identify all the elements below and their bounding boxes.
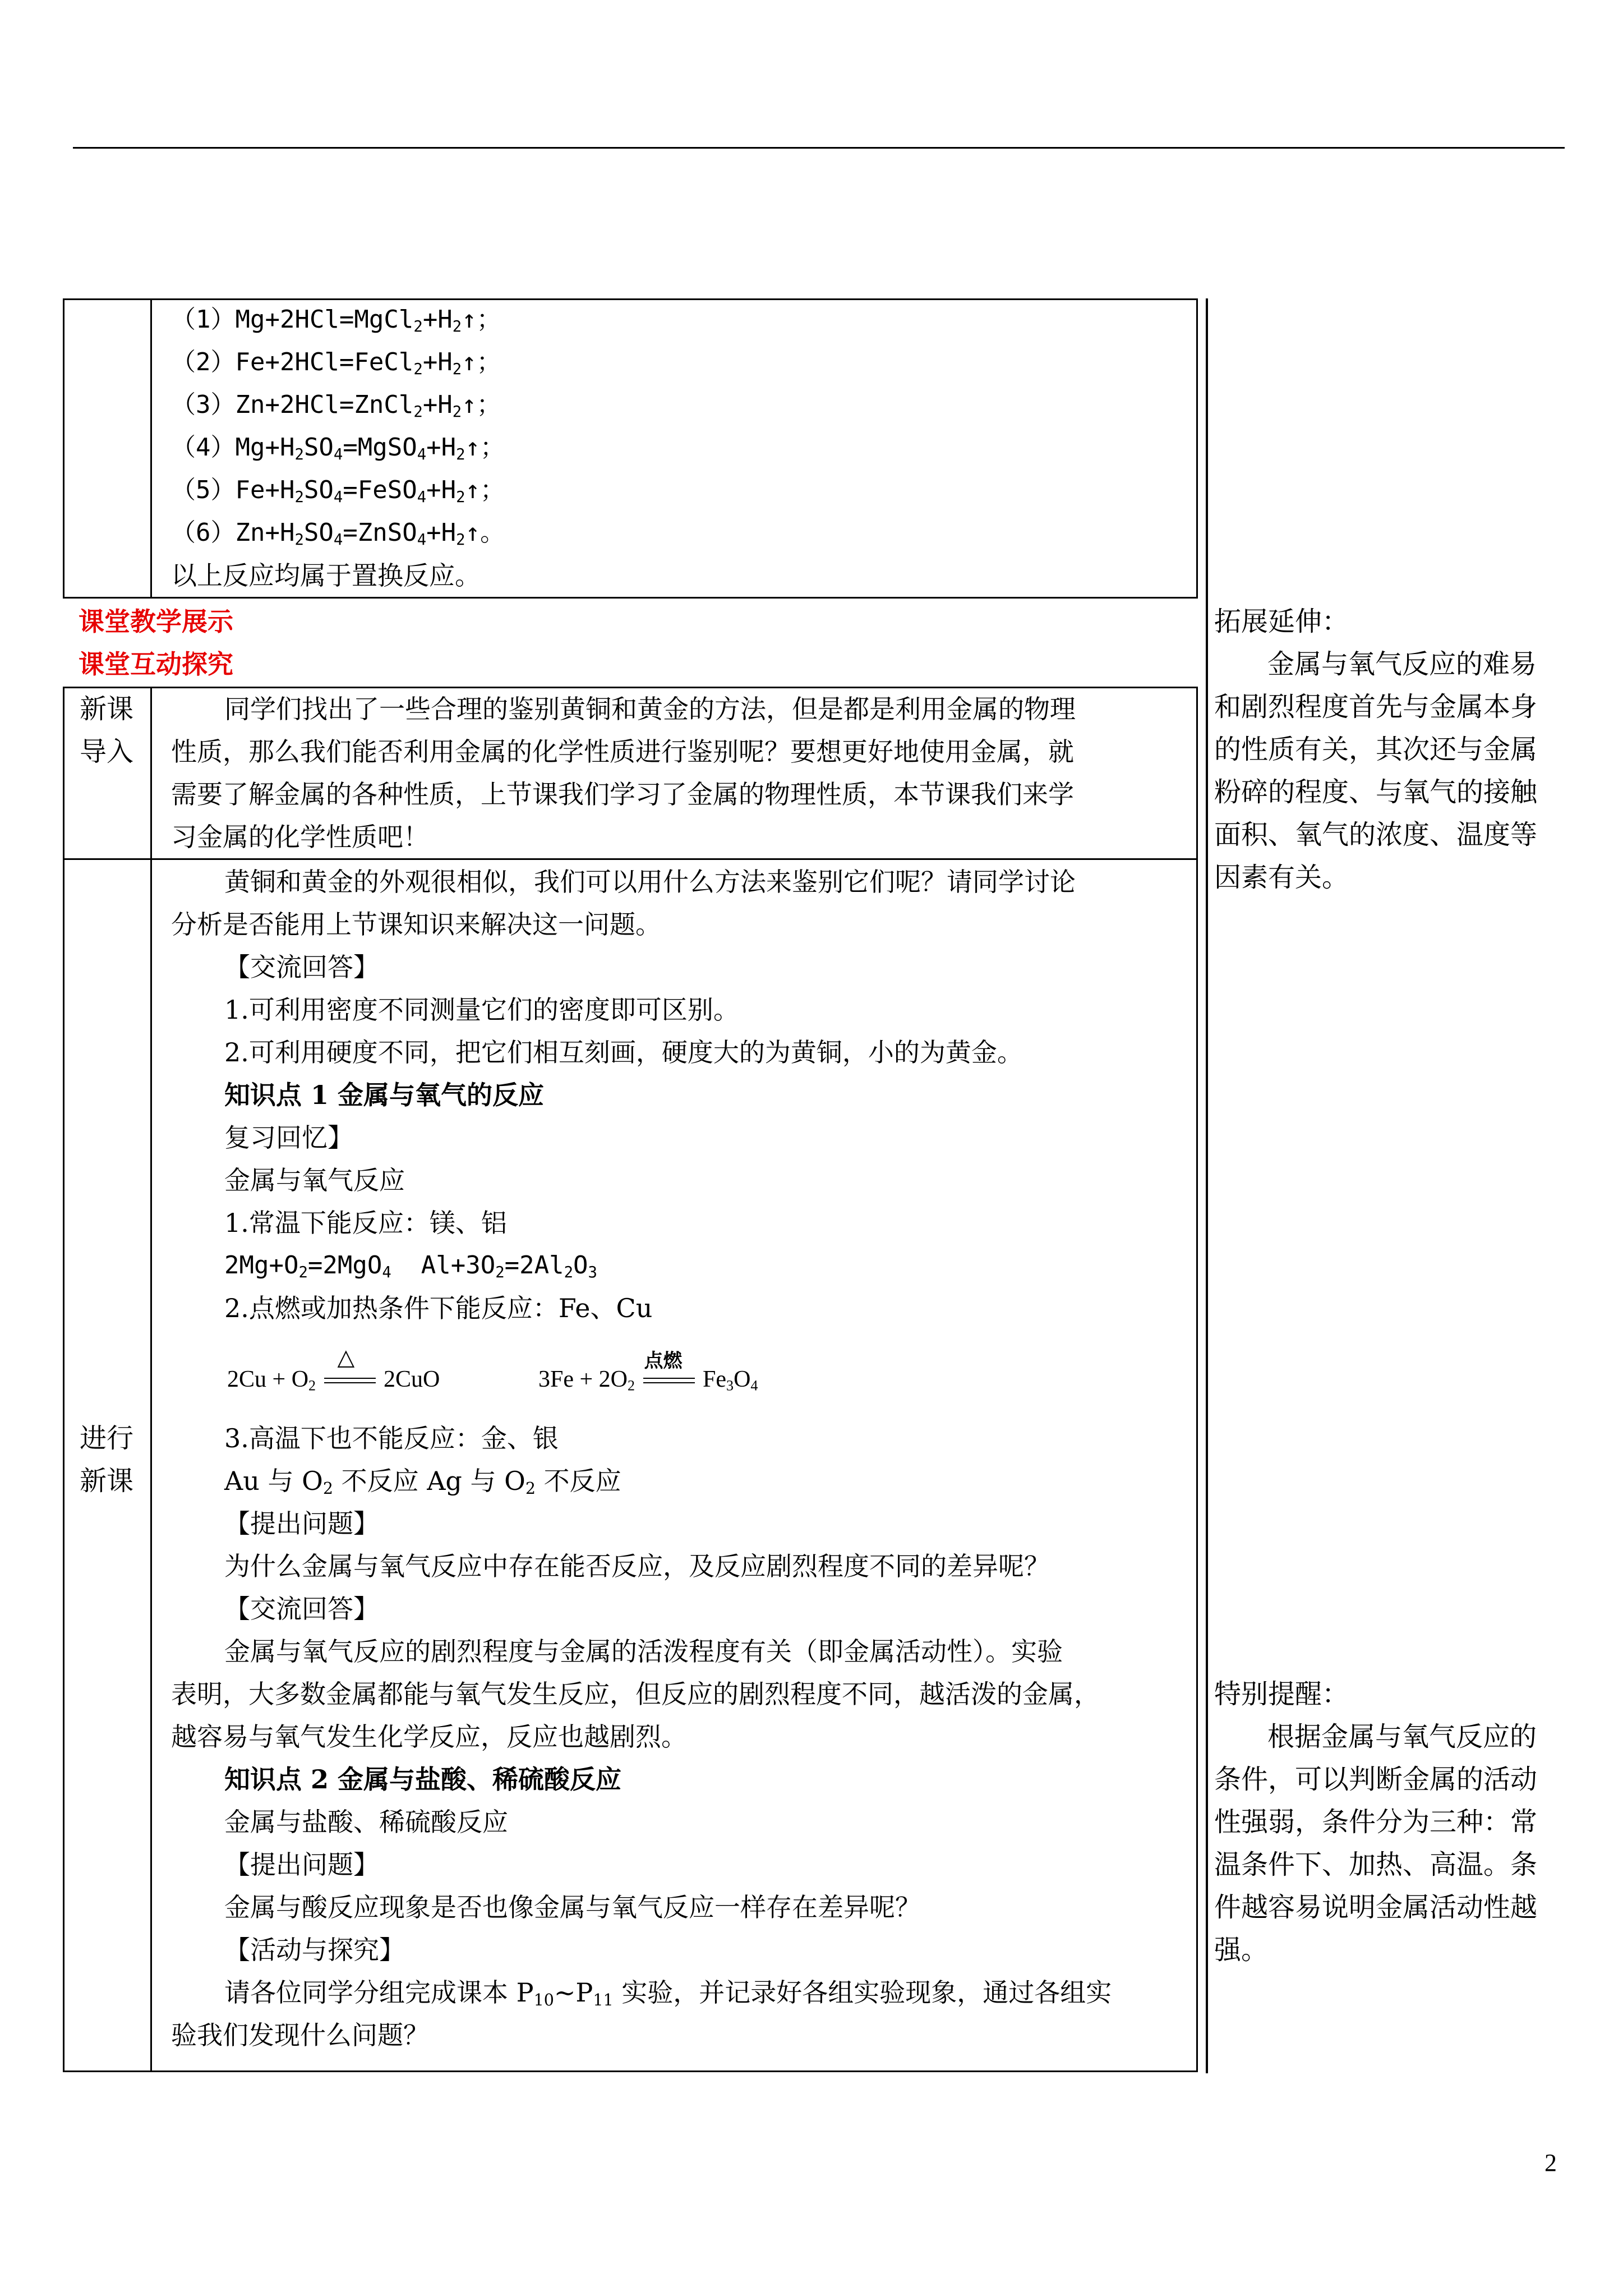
extension-line-2: 和剧烈程度首先与金属本身 xyxy=(1214,691,1538,723)
activity-tag: 【活动与探究】 xyxy=(224,1935,405,1965)
intro-line-1: 同学们找出了一些合理的鉴别黄铜和黄金的方法，但是都是利用金属的物理 xyxy=(224,694,1076,724)
new-intro-2: 分析是否能用上节课知识来解决这一问题。 xyxy=(171,909,661,940)
extension-line-4: 粉碎的程度、与氧气的接触 xyxy=(1214,776,1538,808)
knowledge-point-2: 知识点 2 金属与盐酸、稀硫酸反应 xyxy=(224,1764,622,1795)
extension-line-6: 因素有关。 xyxy=(1214,862,1349,893)
reminder-title: 特别提醒： xyxy=(1214,1678,1349,1710)
intro-line-3: 需要了解金属的各种性质，上节课我们学习了金属的物理性质，本节课我们来学 xyxy=(171,779,1074,809)
reaction-3: $(3)Zn+2HCl=ZnCl_2+H_2↑$； xyxy=(171,390,501,421)
reactions-summary: 以上反应均属于置换反应。 xyxy=(171,560,481,591)
activity-line-1: 请各位同学分组完成课本 $P_{10}\sim P_{11}$ 实验，并记录好各组实验现象，通过各组实 xyxy=(224,1977,1112,2010)
header-rule xyxy=(73,147,1565,149)
reactions-box-divider xyxy=(150,298,152,599)
row-label-new-1: 进行 xyxy=(80,1423,134,1454)
topic-oxygen: 金属与氧气反应 xyxy=(224,1165,405,1195)
cu-reaction: $2Cu + O_2$ △ 2CuO xyxy=(227,1345,440,1394)
reaction-6: $(6)Zn+H_2SO_4=ZnSO_4+H_2↑$。 xyxy=(171,518,505,549)
activity-line-2: 验我们发现什么问题？ xyxy=(171,2020,429,2050)
no-react-line: Au 与 $O_2$ 不反应 Ag 与 $O_2$ 不反应 xyxy=(224,1466,621,1498)
exchange-tag-1: 【交流回答】 xyxy=(224,952,379,982)
section-heading-interactive: 课堂互动探究 xyxy=(79,649,233,679)
reminder-line-6: 强。 xyxy=(1214,1934,1269,1966)
question-1: 为什么金属与氧气反应中存在能否反应，及反应剧烈程度不同的差异呢？ xyxy=(224,1551,1050,1581)
page-number: 2 xyxy=(1544,2149,1557,2177)
knowledge-point-1: 知识点 1 金属与氧气的反应 xyxy=(224,1080,545,1110)
answer-para-3: 越容易与氧气发生化学反应，反应也越剧烈。 xyxy=(171,1722,687,1752)
reaction-2: $(2)Fe+2HCl=FeCl_2+H_2↑$； xyxy=(171,348,501,378)
fe-reaction: $3Fe + 2O_2$ 点燃 $Fe_3O_4$ xyxy=(538,1366,758,1393)
topic-acid: 金属与盐酸、稀硫酸反应 xyxy=(224,1807,508,1837)
reaction-1: $(1)Mg+2HCl=MgCl_2+H_2↑$； xyxy=(171,305,501,335)
row-label-new-2: 新课 xyxy=(80,1465,134,1497)
question-2: 金属与酸反应现象是否也像金属与氧气反应一样存在差异呢？ xyxy=(224,1892,921,1922)
intro-line-4: 习金属的化学性质吧！ xyxy=(171,822,429,852)
answer-para-2: 表明，大多数金属都能与氧气发生反应，但反应的剧烈程度不同，越活泼的金属， xyxy=(171,1679,1100,1709)
question-tag-2: 【提出问题】 xyxy=(224,1849,379,1880)
extension-title: 拓展延伸： xyxy=(1214,606,1349,637)
room-temp-equations: $2Mg+O_2=2MgO_4$ $Al+3O_2=2Al_2O_3$ xyxy=(224,1251,597,1281)
extension-line-3: 的性质有关，其次还与金属 xyxy=(1214,734,1538,765)
reaction-4: $(4)Mg+H_2SO_4=MgSO_4+H_2↑$； xyxy=(171,433,505,463)
row-label-intro-1: 新课 xyxy=(80,693,134,725)
reminder-line-3: 性强弱，条件分为三种：常 xyxy=(1214,1806,1538,1838)
intro-line-2: 性质，那么我们能否利用金属的化学性质进行鉴别呢？要想更好地使用金属，就 xyxy=(171,737,1074,767)
section-heading-display: 课堂教学展示 xyxy=(79,606,233,637)
extension-line-5: 面积、氧气的浓度、温度等 xyxy=(1214,819,1538,850)
extension-line-1: 金属与氧气反应的难易 xyxy=(1267,648,1537,680)
reaction-5: $(5)Fe+H_2SO_4=FeSO_4+H_2↑$； xyxy=(171,476,505,506)
reaction-conditions-figure xyxy=(227,1343,844,1405)
reminder-line-1: 根据金属与氧气反应的 xyxy=(1267,1721,1537,1752)
new-intro-1: 黄铜和黄金的外观很相似，我们可以用什么方法来鉴别它们呢？请同学讨论 xyxy=(224,867,1076,897)
row-label-intro-2: 导入 xyxy=(80,736,134,767)
reminder-line-5: 件越容易说明金属活动性越 xyxy=(1214,1892,1538,1923)
question-tag-1: 【提出问题】 xyxy=(224,1508,379,1539)
lesson-table-divider xyxy=(150,687,152,2072)
review-tag: 复习回忆】 xyxy=(224,1122,353,1153)
ignite-condition: 点燃 xyxy=(644,1350,683,1373)
room-temp-line: 1.常温下能反应：镁、铝 xyxy=(224,1208,507,1238)
high-temp-line: 3.高温下也不能反应：金、银 xyxy=(224,1423,559,1453)
exchange-tag-2: 【交流回答】 xyxy=(224,1594,379,1624)
margin-divider xyxy=(1206,298,1208,2073)
answer-2: 2.可利用硬度不同，把它们相互刻画，硬度大的为黄铜，小的为黄金。 xyxy=(224,1037,1023,1068)
answer-1: 1.可利用密度不同测量它们的密度即可区别。 xyxy=(224,995,739,1025)
reminder-line-4: 温条件下、加热、高温。条 xyxy=(1214,1849,1538,1880)
heat-condition: △ xyxy=(337,1345,355,1370)
reminder-line-2: 条件，可以判断金属的活动 xyxy=(1214,1764,1538,1795)
heat-line: 2.点燃或加热条件下能反应：Fe、Cu xyxy=(224,1293,653,1323)
answer-para-1: 金属与氧气反应的剧烈程度与金属的活泼程度有关（即金属活动性）。实验 xyxy=(224,1636,1063,1667)
lesson-table-row-rule xyxy=(63,858,1198,860)
